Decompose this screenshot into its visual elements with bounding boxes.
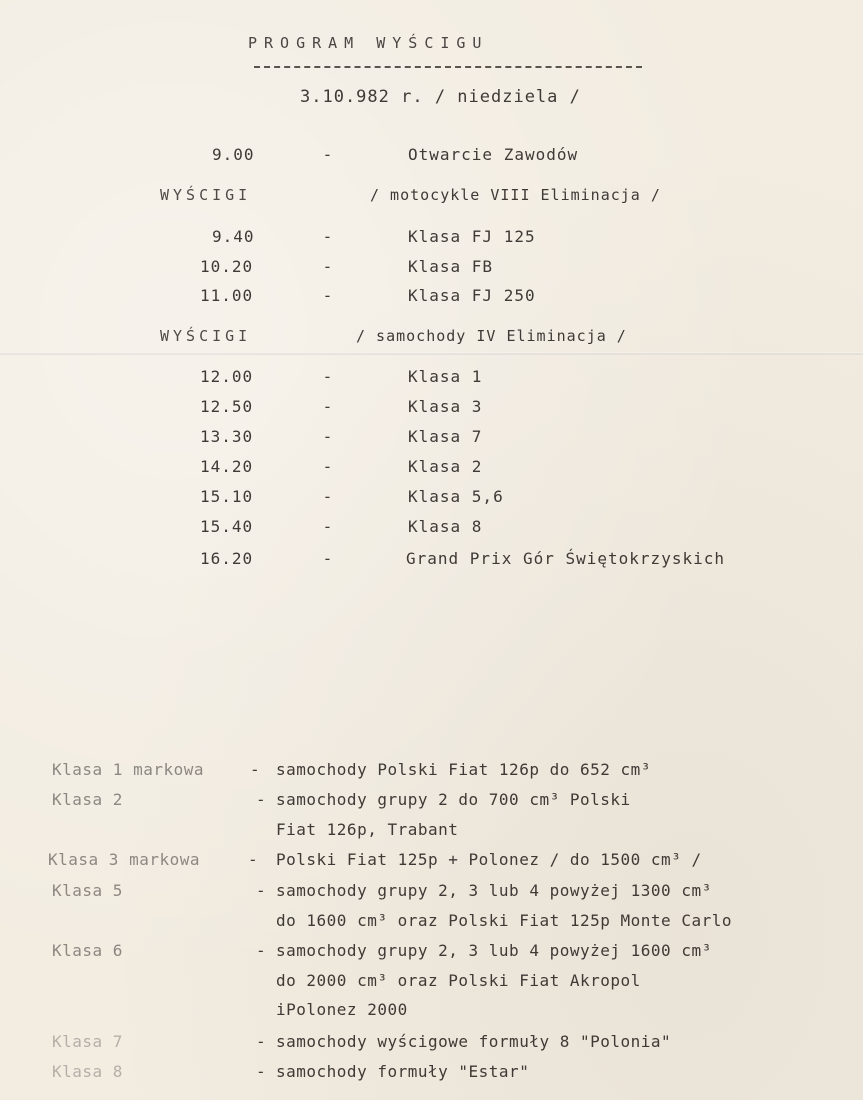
class-description: samochody wyścigowe formuły 8 "Polonia": [276, 1032, 672, 1051]
class-description: samochody Polski Fiat 126p do 652 cm³: [276, 760, 651, 779]
class-label: Klasa 7: [52, 1032, 123, 1051]
class-dash: -: [250, 760, 261, 779]
title-underline: [254, 66, 642, 68]
section-subtitle-moto: / motocykle VIII Eliminacja /: [370, 186, 661, 204]
class-label: Klasa 5: [52, 881, 123, 900]
class-dash: -: [256, 1062, 267, 1081]
schedule-time: 11.00: [200, 286, 254, 305]
class-label: Klasa 8: [52, 1062, 123, 1081]
class-description: Polski Fiat 125p + Polonez / do 1500 cm³ /: [276, 850, 702, 869]
class-label: Klasa 2: [52, 790, 123, 809]
event-date: 3.10.982 r. / niedziela /: [300, 87, 581, 107]
program-title: PROGRAM WYŚCIGU: [248, 34, 489, 52]
class-label: Klasa 3 markowa: [48, 850, 200, 869]
class-dash: -: [256, 790, 267, 809]
class-label: Klasa 1 markowa: [52, 760, 204, 779]
class-description: iPolonez 2000: [276, 1000, 408, 1019]
schedule-event: Klasa FJ 125: [408, 227, 536, 246]
schedule-event: Klasa 5,6: [408, 487, 504, 506]
schedule-dash: -: [322, 257, 334, 276]
schedule-dash: -: [322, 397, 334, 416]
schedule-event: Klasa 2: [408, 457, 483, 476]
schedule-event: Klasa FJ 250: [408, 286, 536, 305]
schedule-event: Klasa 8: [408, 517, 483, 536]
schedule-dash: -: [322, 487, 334, 506]
section-heading-cars: WYŚCIGI: [160, 327, 252, 345]
schedule-dash: -: [322, 457, 334, 476]
class-label: Klasa 6: [52, 941, 123, 960]
schedule-time: 15.40: [200, 517, 254, 536]
schedule-time: 10.20: [200, 257, 254, 276]
class-description: Fiat 126p, Trabant: [276, 820, 459, 839]
class-description: do 1600 cm³ oraz Polski Fiat 125p Monte Carlo: [276, 911, 732, 930]
schedule-dash: -: [322, 227, 334, 246]
schedule-dash: -: [322, 145, 334, 164]
schedule-event: Klasa 7: [408, 427, 483, 446]
schedule-dash: -: [322, 367, 334, 386]
schedule-dash: -: [322, 286, 334, 305]
schedule-event: Klasa FB: [408, 257, 494, 276]
schedule-time: 12.00: [200, 367, 254, 386]
class-description: do 2000 cm³ oraz Polski Fiat Akropol: [276, 971, 641, 990]
schedule-dash: -: [322, 427, 334, 446]
class-description: samochody grupy 2, 3 lub 4 powyżej 1600 cm³: [276, 941, 712, 960]
paper-fold-line: [0, 352, 863, 356]
section-subtitle-cars: / samochody IV Eliminacja /: [356, 327, 627, 345]
class-dash: -: [256, 881, 267, 900]
class-description: samochody formuły "Estar": [276, 1062, 530, 1081]
schedule-time: 15.10: [200, 487, 254, 506]
schedule-event: Otwarcie Zawodów: [408, 145, 579, 164]
schedule-dash: -: [322, 549, 334, 568]
class-description: samochody grupy 2 do 700 cm³ Polski: [276, 790, 631, 809]
schedule-event: Klasa 1: [408, 367, 483, 386]
section-heading-moto: WYŚCIGI: [160, 186, 252, 204]
class-dash: -: [248, 850, 259, 869]
schedule-time: 14.20: [200, 457, 254, 476]
schedule-time: 13.30: [200, 427, 254, 446]
schedule-dash: -: [322, 517, 334, 536]
schedule-time: 9.00: [212, 145, 255, 164]
schedule-time: 9.40: [212, 227, 255, 246]
schedule-time: 16.20: [200, 549, 254, 568]
schedule-event: Klasa 3: [408, 397, 483, 416]
class-description: samochody grupy 2, 3 lub 4 powyżej 1300 cm³: [276, 881, 712, 900]
schedule-time: 12.50: [200, 397, 254, 416]
class-dash: -: [256, 1032, 267, 1051]
schedule-event: Grand Prix Gór Świętokrzyskich: [406, 549, 725, 568]
class-dash: -: [256, 941, 267, 960]
